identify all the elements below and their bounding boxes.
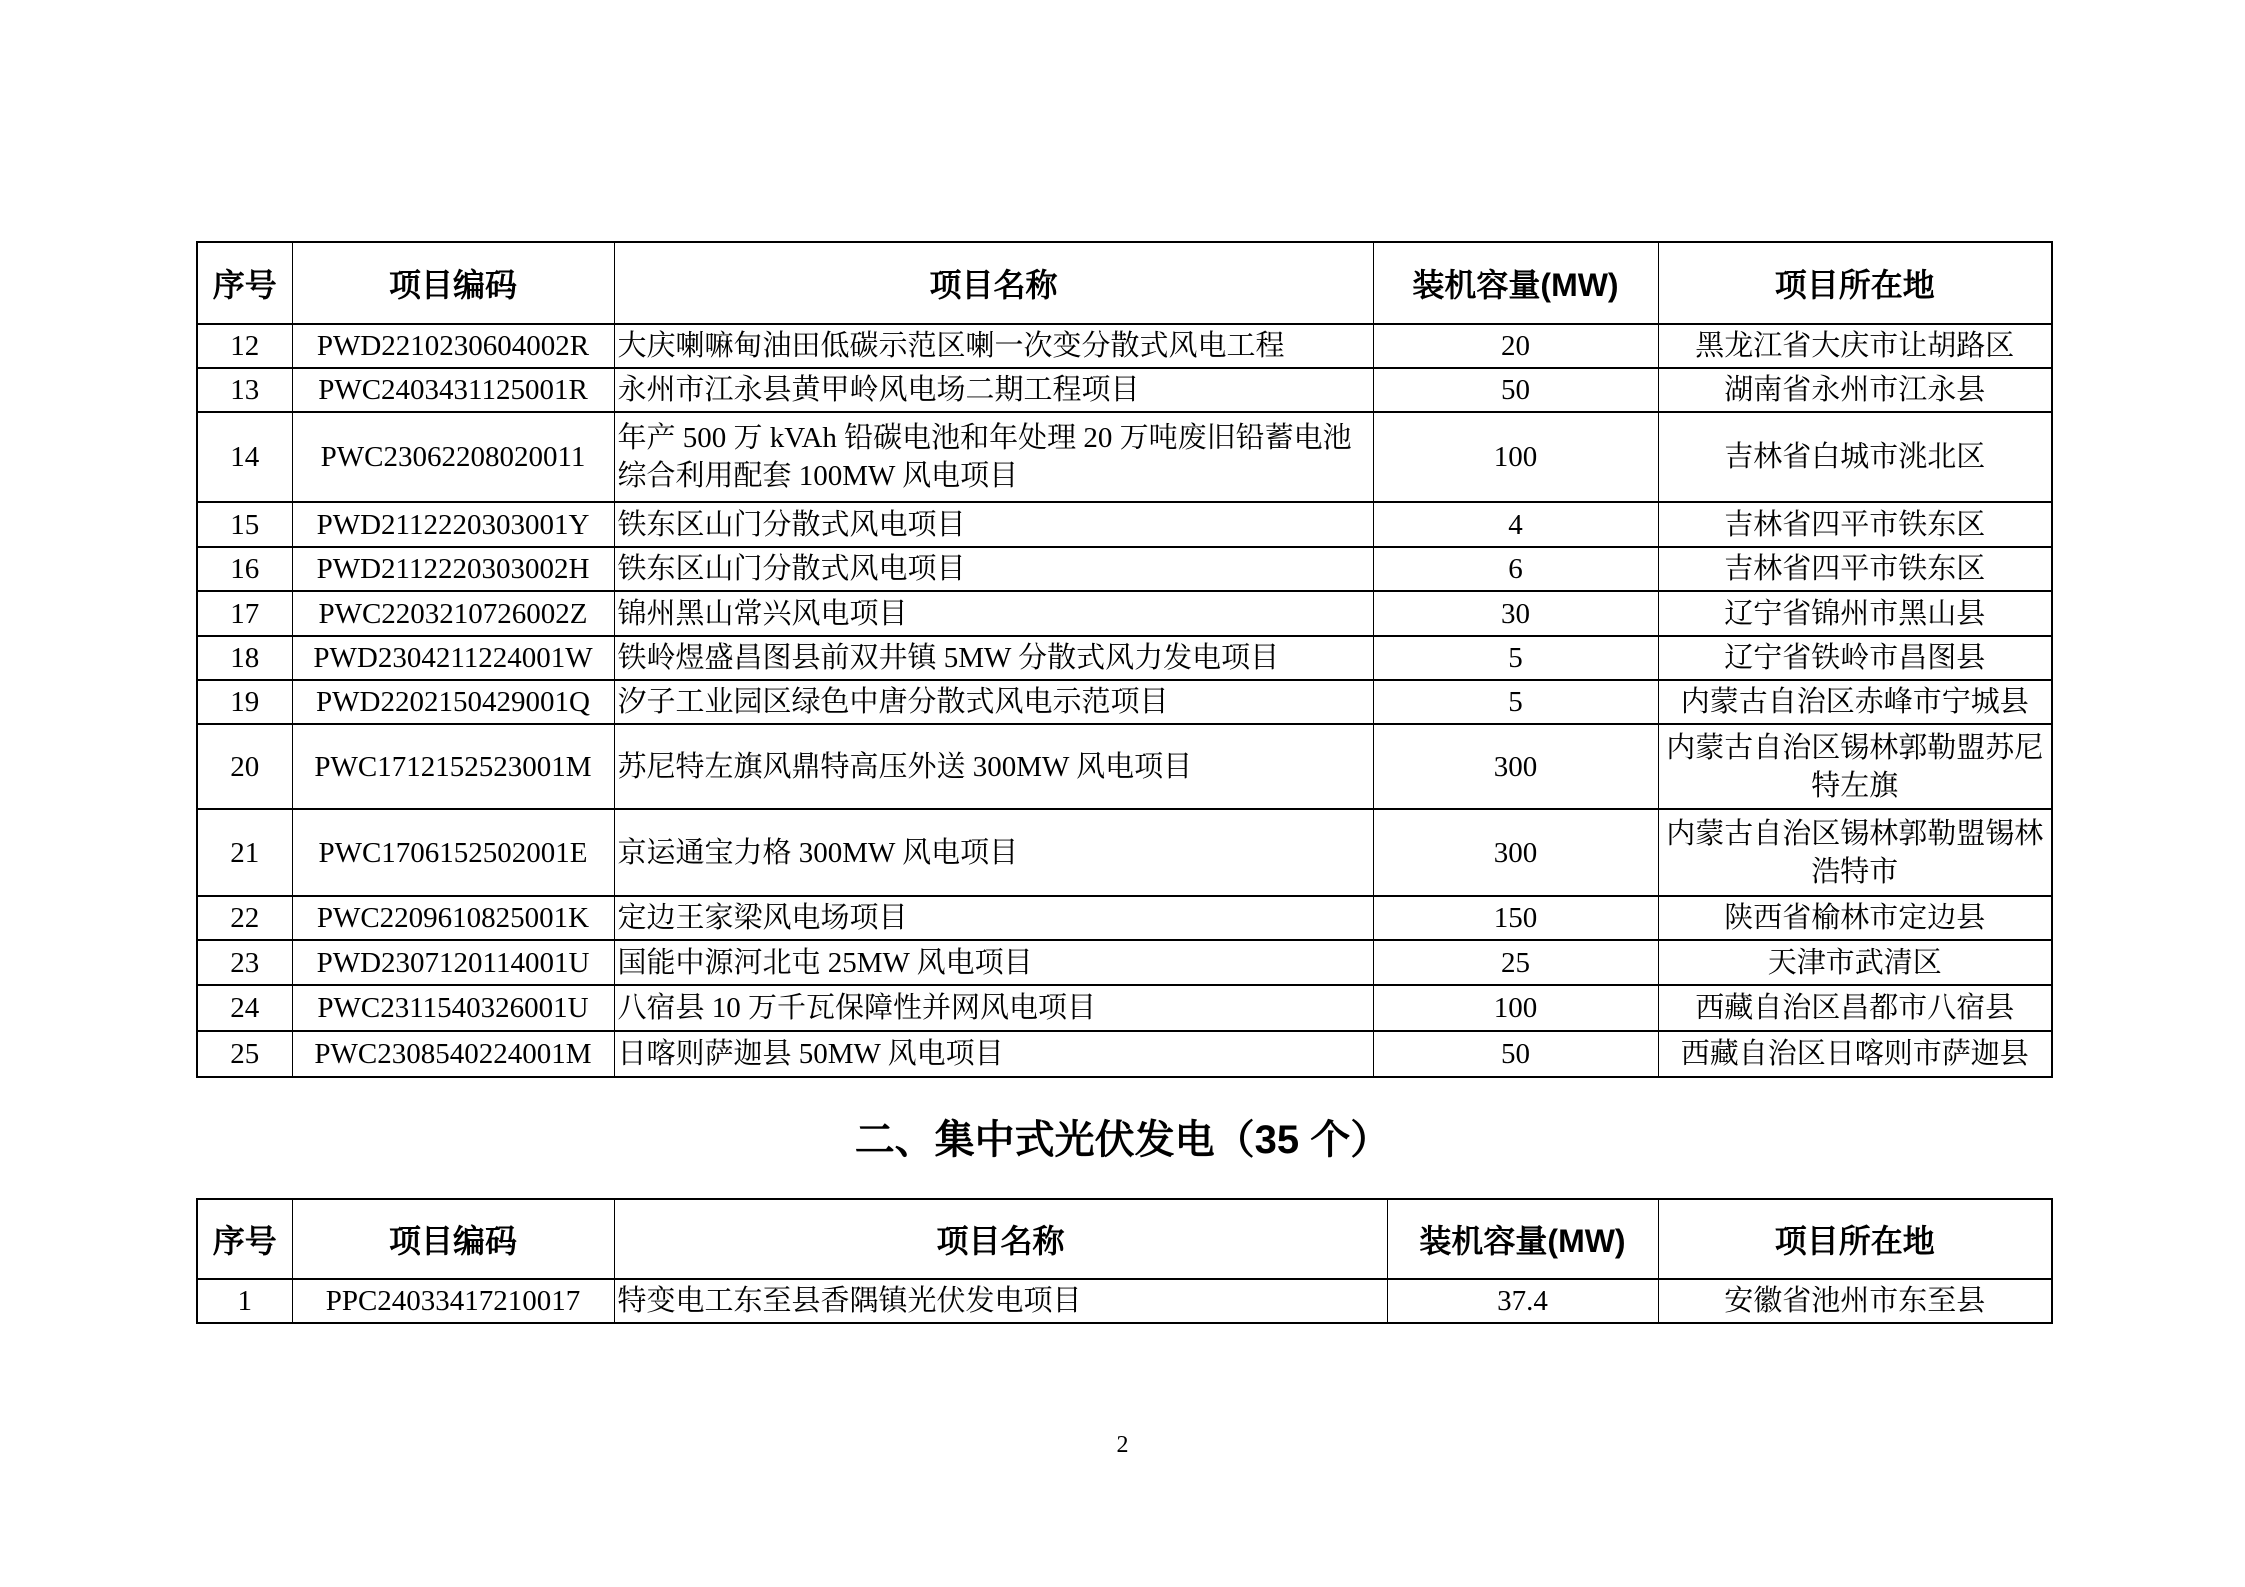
cell: 17 (197, 591, 292, 636)
table-row (197, 1279, 2052, 1323)
cell: 永州市江永县黄甲岭风电场二期工程项目 (614, 368, 1373, 412)
cell: 20 (197, 724, 292, 809)
table-row (197, 591, 2052, 636)
cell: 铁岭煜盛昌图县前双井镇 5MW 分散式风力发电项目 (614, 636, 1373, 680)
cell: 黑龙江省大庆市让胡路区 (1658, 324, 2052, 368)
cell: PWC2203210726002Z (292, 591, 614, 636)
cell: 铁东区山门分散式风电项目 (614, 547, 1373, 591)
cell: PWD2112220303002H (292, 547, 614, 591)
cell: 内蒙古自治区赤峰市宁城县 (1658, 680, 2052, 724)
header-row (197, 242, 2052, 324)
page-number: 2 (1116, 1432, 1129, 1458)
cell: 18 (197, 636, 292, 680)
cell: 12 (197, 324, 292, 368)
cell: 15 (197, 502, 292, 547)
cell: 年产 500 万 kVAh 铅碳电池和年处理 20 万吨废旧铅蓄电池综合利用配套 100MW 风电项目 (614, 412, 1373, 502)
column-header-4: 项目所在地 (1658, 242, 2052, 324)
cell: PWC2308540224001M (292, 1031, 614, 1077)
cell: 25 (1373, 940, 1658, 985)
cell: 安徽省池州市东至县 (1658, 1279, 2052, 1323)
cell: 锦州黑山常兴风电项目 (614, 591, 1373, 636)
solar-projects-table (196, 1198, 2053, 1324)
cell: PWC1712152523001M (292, 724, 614, 809)
cell: 300 (1373, 724, 1658, 809)
table-row (197, 502, 2052, 547)
cell: 西藏自治区日喀则市萨迦县 (1658, 1031, 2052, 1077)
cell: 苏尼特左旗风鼎特高压外送 300MW 风电项目 (614, 724, 1373, 809)
cell: PWC2403431125001R (292, 368, 614, 412)
cell: PWC2311540326001U (292, 985, 614, 1031)
cell: 大庆喇嘛甸油田低碳示范区喇一次变分散式风电工程 (614, 324, 1373, 368)
cell: PWC23062208020011 (292, 412, 614, 502)
cell: 100 (1373, 412, 1658, 502)
table-row (197, 940, 2052, 985)
cell: 铁东区山门分散式风电项目 (614, 502, 1373, 547)
cell: PWC2209610825001K (292, 896, 614, 940)
table-row (197, 324, 2052, 368)
table-row (197, 680, 2052, 724)
cell: 5 (1373, 636, 1658, 680)
cell: 23 (197, 940, 292, 985)
cell: 50 (1373, 1031, 1658, 1077)
cell: 14 (197, 412, 292, 502)
cell: 20 (1373, 324, 1658, 368)
cell: PWD2307120114001U (292, 940, 614, 985)
cell: 24 (197, 985, 292, 1031)
cell: 150 (1373, 896, 1658, 940)
section-heading: 二、集中式光伏发电（35 个） (854, 1118, 1391, 1162)
cell: 1 (197, 1279, 292, 1323)
cell: 定边王家梁风电场项目 (614, 896, 1373, 940)
cell: 5 (1373, 680, 1658, 724)
table-row (197, 1031, 2052, 1077)
cell: 京运通宝力格 300MW 风电项目 (614, 809, 1373, 896)
cell: 25 (197, 1031, 292, 1077)
cell: PWD2202150429001Q (292, 680, 614, 724)
cell: 陕西省榆林市定边县 (1658, 896, 2052, 940)
cell: 21 (197, 809, 292, 896)
cell: 特变电工东至县香隅镇光伏发电项目 (614, 1279, 1387, 1323)
cell: 汐子工业园区绿色中唐分散式风电示范项目 (614, 680, 1373, 724)
cell: PWD2304211224001W (292, 636, 614, 680)
cell: 6 (1373, 547, 1658, 591)
cell: 4 (1373, 502, 1658, 547)
cell: 37.4 (1387, 1279, 1658, 1323)
table-row (197, 809, 2052, 896)
cell: PPC24033417210017 (292, 1279, 614, 1323)
cell: 国能中源河北屯 25MW 风电项目 (614, 940, 1373, 985)
cell: 西藏自治区昌都市八宿县 (1658, 985, 2052, 1031)
cell: 300 (1373, 809, 1658, 896)
cell: PWC1706152502001E (292, 809, 614, 896)
wind-projects-table (196, 241, 2053, 1078)
table-row (197, 985, 2052, 1031)
cell: 辽宁省铁岭市昌图县 (1658, 636, 2052, 680)
cell: 八宿县 10 万千瓦保障性并网风电项目 (614, 985, 1373, 1031)
cell: 50 (1373, 368, 1658, 412)
cell: 100 (1373, 985, 1658, 1031)
cell: 吉林省四平市铁东区 (1658, 502, 2052, 547)
column-header-3: 装机容量(MW) (1387, 1199, 1658, 1279)
cell: 19 (197, 680, 292, 724)
table-row (197, 636, 2052, 680)
table-row (197, 896, 2052, 940)
column-header-0: 序号 (197, 1199, 292, 1279)
table-row (197, 368, 2052, 412)
cell: 22 (197, 896, 292, 940)
cell: 天津市武清区 (1658, 940, 2052, 985)
column-header-2: 项目名称 (614, 1199, 1387, 1279)
cell: 内蒙古自治区锡林郭勒盟苏尼特左旗 (1658, 724, 2052, 809)
column-header-3: 装机容量(MW) (1373, 242, 1658, 324)
cell: 辽宁省锦州市黑山县 (1658, 591, 2052, 636)
cell: PWD2112220303001Y (292, 502, 614, 547)
cell: 13 (197, 368, 292, 412)
cell: 吉林省四平市铁东区 (1658, 547, 2052, 591)
column-header-0: 序号 (197, 242, 292, 324)
table-row (197, 724, 2052, 809)
cell: 湖南省永州市江永县 (1658, 368, 2052, 412)
cell: PWD2210230604002R (292, 324, 614, 368)
header-row (197, 1199, 2052, 1279)
cell: 16 (197, 547, 292, 591)
column-header-2: 项目名称 (614, 242, 1373, 324)
cell: 内蒙古自治区锡林郭勒盟锡林浩特市 (1658, 809, 2052, 896)
cell: 日喀则萨迦县 50MW 风电项目 (614, 1031, 1373, 1077)
column-header-4: 项目所在地 (1658, 1199, 2052, 1279)
column-header-1: 项目编码 (292, 242, 614, 324)
table-row (197, 412, 2052, 502)
column-header-1: 项目编码 (292, 1199, 614, 1279)
cell: 吉林省白城市洮北区 (1658, 412, 2052, 502)
table-row (197, 547, 2052, 591)
cell: 30 (1373, 591, 1658, 636)
